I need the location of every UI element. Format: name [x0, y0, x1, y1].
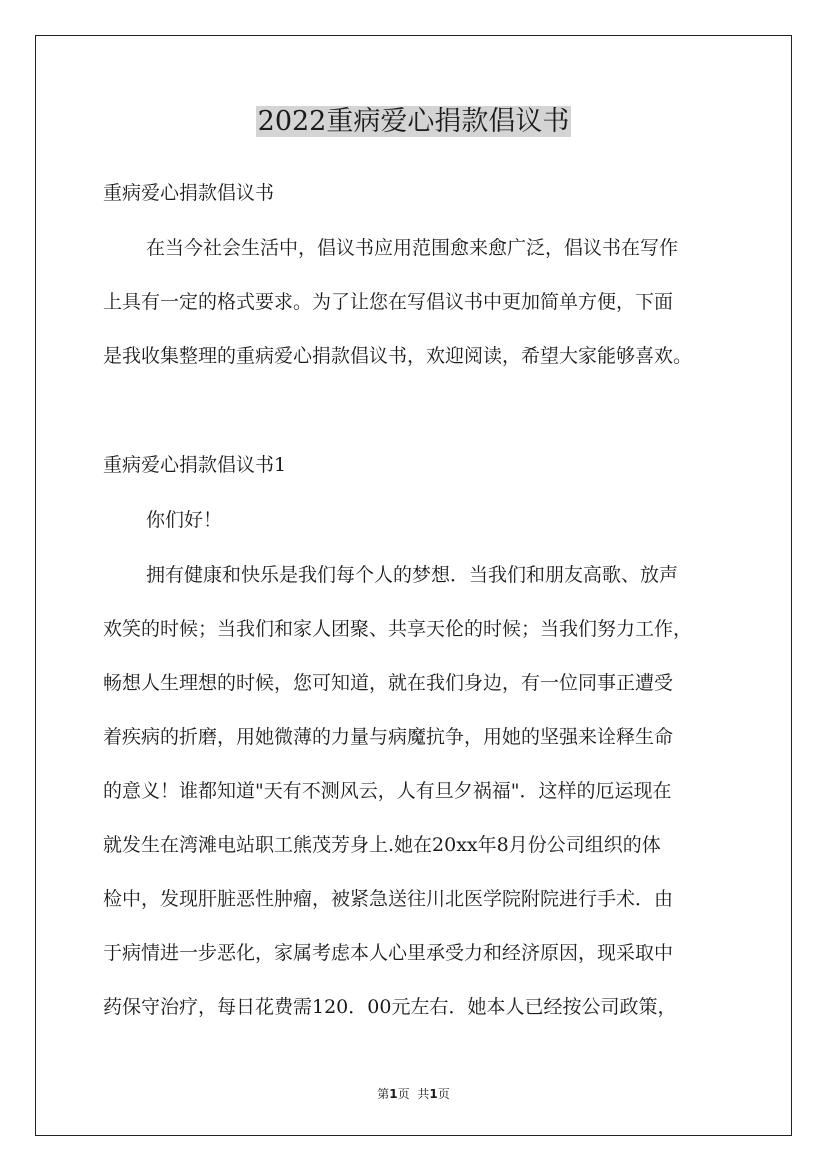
document-title-text: 2022重病爱心捐款倡议书	[257, 106, 570, 137]
footer-page-number: 1	[389, 1087, 398, 1101]
body-line-1: 拥有健康和快乐是我们每个人的梦想．当我们和朋友高歌、放声	[146, 564, 679, 586]
footer-page-prefix: 第	[377, 1087, 390, 1101]
body-line-3: 畅想人生理想的时候，您可知道，就在我们身边，有一位同事正遭受	[103, 672, 674, 694]
body-line-7: 检中，发现肝脏恶性肿瘤，被紧急送往川北医学院附院进行手术．由	[103, 888, 674, 910]
footer-total-number: 1	[429, 1087, 438, 1101]
greeting: 你们好！	[146, 509, 223, 531]
intro-line-3: 是我收集整理的重病爱心捐款倡议书，欢迎阅读，希望大家能够喜欢。	[103, 345, 693, 367]
intro-line-2: 上具有一定的格式要求。为了让您在写倡议书中更加简单方便，下面	[103, 291, 674, 313]
subtitle: 重病爱心捐款倡议书	[103, 182, 275, 204]
intro-line-1: 在当今社会生活中，倡议书应用范围愈来愈广泛，倡议书在写作	[146, 237, 679, 259]
body-line-2: 欢笑的时候；当我们和家人团聚、共享天伦的时候；当我们努力工作，	[103, 618, 693, 640]
body-line-6: 就发生在湾滩电站职工熊茂芳身上.她在20xx年8月份公司组织的体	[103, 834, 661, 856]
footer-page-suffix: 页	[397, 1087, 410, 1101]
page-footer	[0, 1085, 827, 1102]
body-line-4: 着疾病的折磨，用她微薄的力量与病魔抗争，用她的坚强来诠释生命	[103, 726, 674, 748]
body-line-9: 药保守治疗，每日花费需120．00元左右．她本人已经按公司政策，	[103, 996, 677, 1018]
section-heading: 重病爱心捐款倡议书1	[103, 454, 287, 476]
body-line-8: 于病情进一步恶化，家属考虑本人心里承受力和经济原因，现采取中	[103, 942, 674, 964]
footer-total-suffix: 页	[437, 1087, 450, 1101]
document-title	[0, 102, 827, 142]
body-line-5: 的意义！谁都知道"天有不测风云，人有旦夕祸福"．这样的厄运现在	[103, 780, 672, 802]
footer-total-prefix: 共	[417, 1087, 430, 1101]
